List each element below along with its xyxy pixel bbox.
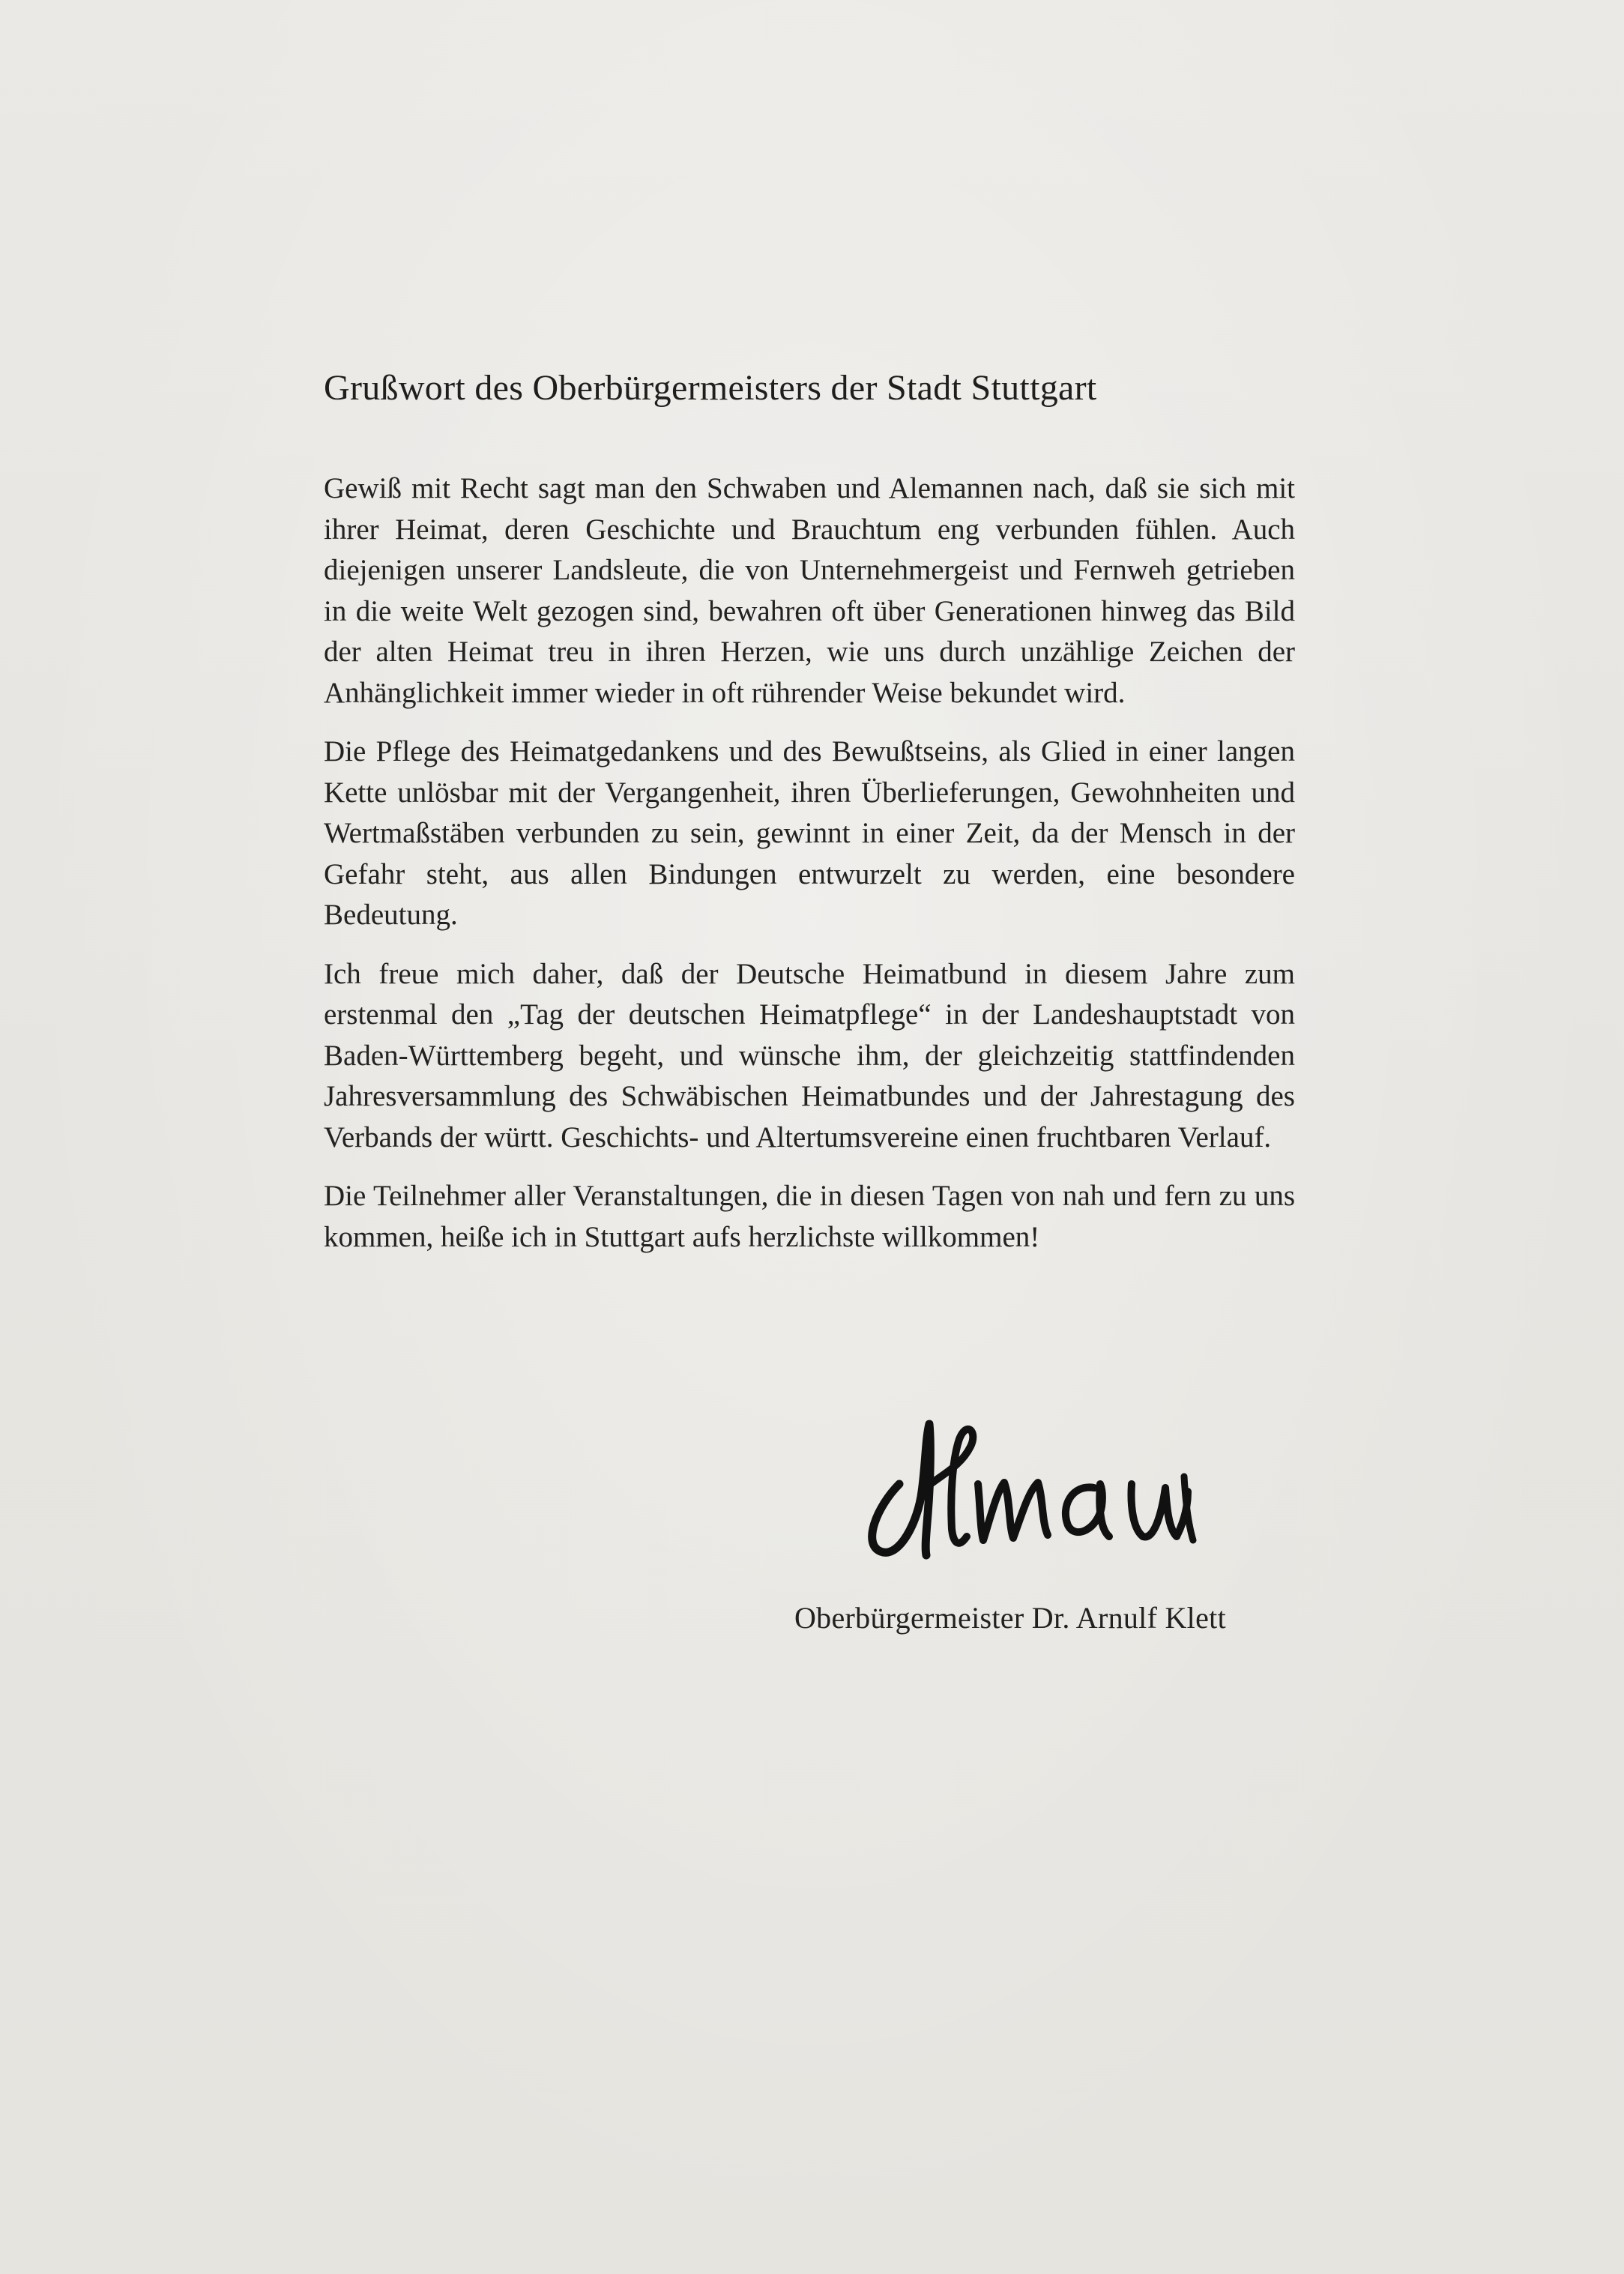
paragraph-1: Gewiß mit Recht sagt man den Schwaben und Alemannen nach, daß sie sich mit ihrer Heimat, deren Geschichte und Brauchtum eng verbunden fühlen. Auch diejenigen unserer Landsleute, die von Unternehmergeist und Fernweh getrieben in die weite Welt gezogen sind, bewahren oft über Generationen hinweg das Bild der alten Heimat treu in ihren Herzen, wie uns durch unzählige Zeichen der Anhänglichkeit immer wieder in oft rührender Weise bekundet wird.: [324, 472, 1295, 709]
signatory-line: Oberbürgermeister Dr. Arnulf Klett: [794, 1601, 1226, 1635]
letter-body: [324, 367, 1295, 1276]
paragraph-2: Die Pflege des Heimatgedankens und des Bewußtseins, als Glied in einer langen Kette unlösbar mit der Vergangenheit, ihren Überlieferungen, Gewohnheiten und Wertmaßstäben verbunden zu sein, gewinnt in einer Zeit, da der Mensch in der Gefahr steht, aus allen Bindungen entwurzelt zu werden, eine besondere Bedeutung.: [324, 735, 1295, 931]
paragraph-3: Ich freue mich daher, daß der Deutsche Heimatbund in diesem Jahre zum erstenmal den „Tag der deutschen Heimatpflege“ in der Landeshauptstadt von Baden-Württemberg begeht, und wünsche ihm, der gleichzeitig stattfindenden Jahresversammlung des Schwäbischen Heimatbundes und der Jahrestagung des Verbands der württ. Geschichts- und Altertumsvereine einen fruchtbaren Verlauf.: [324, 957, 1295, 1153]
signature-drawing: [847, 1394, 1267, 1574]
handwritten-signature: [847, 1394, 1267, 1574]
paragraph-4: Die Teilnehmer aller Veranstaltungen, die in diesen Tagen von nah und fern zu uns kommen, heiße ich in Stuttgart aufs herzlichste willkommen!: [324, 1180, 1295, 1253]
page-title: Grußwort des Oberbürgermeisters der Stadt Stuttgart: [324, 368, 1097, 408]
